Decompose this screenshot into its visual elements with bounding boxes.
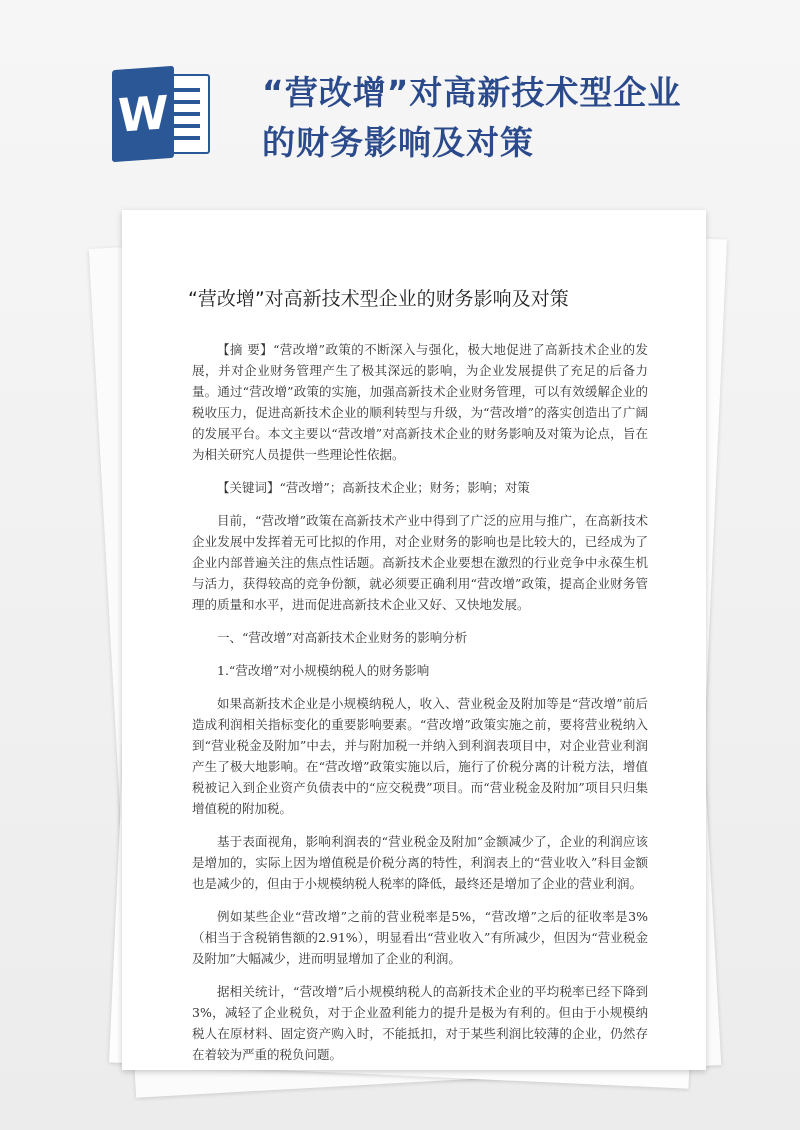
document-content [188,284,648,1077]
banner-title-line-1: “营改增”对高新技术型企业 [262,73,682,112]
word-document-icon [112,68,212,160]
body-paragraph: 据相关统计，“营改增”后小规模纳税人的高新技术企业的平均税率已经下降到3%，减轻了企业税负，对于企业盈利能力的提升是极为有利的。但由于小规模纳税人在原材料、固定资产购入时，不能抵扣，对于某些利润比较薄的企业，仍然存在着较为严重的税负问题。 [192,984,648,1062]
body-paragraph: 例如某些企业“营改增”之前的营业税率是5%，“营改增”之后的征收率是3%（相当于含税销售额的2.91%），明显看出“营业收入”有所减少，但因为“营业税金及附加”大幅减少，进而明显增加了企业的利润。 [192,909,648,966]
banner-title [262,68,702,168]
document-title: “营改增”对高新技术型企业的财务影响及对策 [188,288,569,310]
keywords-paragraph: 【关键词】“营改增”；高新技术企业；财务；影响；对策 [217,480,530,495]
abstract-paragraph: 【摘 要】“营改增”政策的不断深入与强化，极大地促进了高新技术企业的发展，并对企业财务管理产生了极其深远的影响，为企业发展提供了充足的后备力量。通过“营改增”政策的实施，加强高新技术企业财务管理，可以有效缓解企业的税收压力，促进高新技术企业的顺利转型与升级，为“营改增”的落实创造出了广阔的发展平台。本文主要以“营改增”对高新技术企业的财务影响及对策为论点，旨在为相关研究人员提供一些理论性依据。 [192,342,648,462]
word-badge: W [112,66,174,162]
banner-title-line-2: 的财务影响及对策 [262,123,534,162]
body-paragraph: 基于表面视角，影响利润表的“营业税金及附加”金额减少了，企业的利润应该是增加的，实际上因为增值税是价税分离的特性，利润表上的“营业收入”科目金额也是减少的，但由于小规模纳税人税率的降低，最终还是增加了企业的营业利润。 [192,834,648,891]
document-page [122,210,706,1070]
subsection-heading: 1.“营改增”对小规模纳税人的财务影响 [217,663,430,678]
section-heading: 一、“营改增”对高新技术企业财务的影响分析 [217,630,468,645]
body-paragraph: 如果高新技术企业是小规模纳税人，收入、营业税金及附加等是“营改增”前后造成利润相关指标变化的重要影响要素。“营改增”政策实施之前，要将营业税纳入到“营业税金及附加”中去，并与附加税一并纳入到利润表项目中，对企业营业利润产生了极大地影响。在“营改增”政策实施以后，施行了价税分离的计税方法，增值税被记入到企业资产负债表中的“应交税费”项目。而“营业税金及附加”项目只归集增值税的附加税。 [192,696,648,816]
intro-paragraph: 目前，“营改增”政策在高新技术产业中得到了广泛的应用与推广，在高新技术企业发展中发挥着无可比拟的作用，对企业财务的影响也是比较大的，已经成为了企业内部普遍关注的焦点性话题。高新技术企业要想在激烈的行业竞争中永葆生机与活力，获得较高的竞争份额，就必须要正确利用“营改增”政策，提高企业财务管理的质量和水平，进而促进高新技术企业又好、又快地发展。 [192,513,648,612]
